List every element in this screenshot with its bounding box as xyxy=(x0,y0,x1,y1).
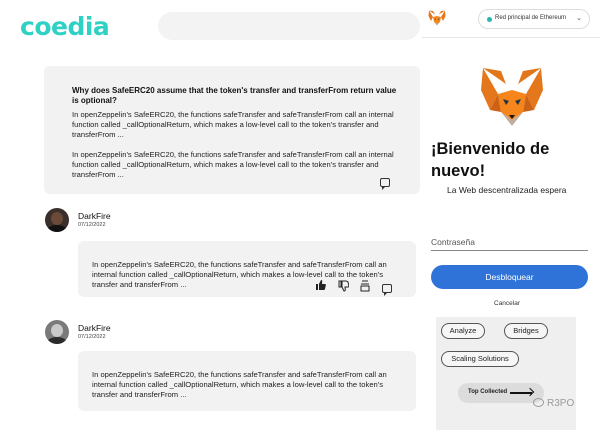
thumbs-down-icon[interactable] xyxy=(338,280,349,295)
cancel-link[interactable]: Cancelar xyxy=(494,300,521,307)
avatar[interactable] xyxy=(45,320,69,344)
comment-icon[interactable] xyxy=(382,284,392,293)
watermark-text: R3PO xyxy=(547,398,575,409)
coedia-logo[interactable]: coedia xyxy=(20,12,110,41)
thumbs-up-icon[interactable] xyxy=(315,279,326,294)
question-card xyxy=(44,66,420,194)
welcome-title: ¡Bienvenido de nuevo! xyxy=(431,140,550,180)
question-title[interactable]: Why does SafeERC20 assume that the token's transfer and transferFrom return value is optional? xyxy=(72,86,397,105)
top-collected-label: Top Collected xyxy=(468,389,508,395)
metamask-fox-icon xyxy=(480,66,544,128)
chevron-down-icon: ⌄ xyxy=(576,15,582,22)
reply-text: In openZeppelin's SafeERC20, the functions safeTransfer and safeTransferFrom call an internal function called _callOptionalReturn, which makes a low-level call to the token's transfer and transferFrom ... xyxy=(92,260,387,289)
password-label: Contraseña xyxy=(431,237,475,247)
welcome-subtitle: La Web descentralizada espera xyxy=(447,185,567,195)
network-status-dot xyxy=(487,17,492,22)
tag-scaling-solutions[interactable]: Scaling Solutions xyxy=(441,351,519,367)
question-paragraph: In openZeppelin's SafeERC20, the functions safeTransfer and safeTransferFrom call an internal function called _callOptionalReturn, which makes a low-level call to the token's transfer and transferFrom ... xyxy=(72,110,394,139)
reply-card xyxy=(78,351,416,411)
search-bar[interactable] xyxy=(158,12,420,40)
reply-username[interactable]: DarkFire xyxy=(78,211,111,221)
password-field[interactable] xyxy=(431,250,588,251)
comment-icon[interactable] xyxy=(380,178,390,187)
tag-bridges[interactable]: Bridges xyxy=(504,323,548,339)
tag-analyze[interactable]: Analyze xyxy=(441,323,485,339)
question-paragraph: In openZeppelin's SafeERC20, the functions safeTransfer and safeTransferFrom call an internal function called _callOptionalReturn, which makes a low-level call to the token's transfer and transferFrom ... xyxy=(72,150,394,179)
bookmark-stack-icon[interactable] xyxy=(360,280,370,295)
reply-date: 07/12/2022 xyxy=(78,222,106,228)
watermark xyxy=(533,398,574,409)
reply-date: 07/12/2022 xyxy=(78,334,106,340)
network-label: Red principal de Ethereum xyxy=(495,15,567,21)
network-selector[interactable] xyxy=(478,9,590,29)
metamask-fox-icon[interactable] xyxy=(428,10,446,26)
top-collected-button[interactable] xyxy=(458,383,544,403)
unlock-button[interactable]: Desbloquear xyxy=(431,265,588,289)
arrow-right-icon xyxy=(510,392,532,394)
avatar[interactable] xyxy=(45,208,69,232)
reply-username[interactable]: DarkFire xyxy=(78,323,111,333)
reply-text: In openZeppelin's SafeERC20, the functions safeTransfer and safeTransferFrom call an internal function called _callOptionalReturn, which makes a low-level call to the token's transfer and transferFrom ... xyxy=(92,370,387,399)
chat-bubble-icon xyxy=(533,398,544,407)
